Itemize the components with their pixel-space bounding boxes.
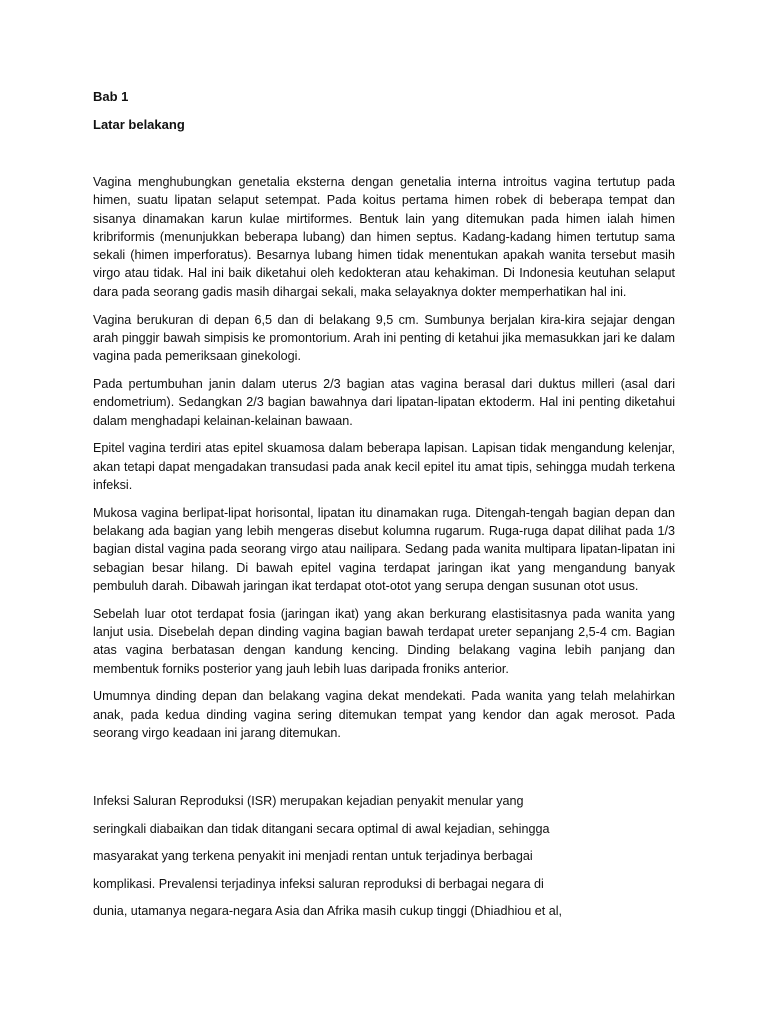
paragraph-dinding-vagina: Umumnya dinding depan dan belakang vagina dekat mendekati. Pada wanita yang telah melahirkan anak, pada kedua dinding vagina sering ditemukan tempat yang kendor dan agak merosot. Pada seorang virgo keadaan ini jarang ditemukan. [93, 689, 675, 741]
body-text [93, 173, 675, 742]
isr-section [93, 792, 693, 930]
isr-line: seringkali diabaikan dan tidak ditangani secara optimal di awal kejadian, sehingga [93, 821, 550, 836]
paragraph-epitel-vagina: Epitel vagina terdiri atas epitel skuamosa dalam beberapa lapisan. Lapisan tidak mengandung kelenjar, akan tetapi dapat mengadakan transudasi pada anak kecil epitel itu amat tipis, sehingga mudah terkena infeksi. [93, 441, 675, 492]
isr-line: dunia, utamanya negara-negara Asia dan Afrika masih cukup tinggi (Dhiadhiou et al, [93, 904, 563, 919]
isr-line: Infeksi Saluran Reproduksi (ISR) merupakan kejadian penyakit menular yang [93, 794, 524, 808]
isr-line: masyarakat yang terkena penyakit ini menjadi rentan untuk terjadinya berbagai [93, 849, 533, 864]
isr-line: komplikasi. Prevalensi terjadinya infeksi saluran reproduksi di berbagai negara di [93, 876, 544, 891]
chapter-heading: Bab 1 [93, 89, 129, 104]
paragraph-ukuran-vagina: Vagina berukuran di depan 6,5 dan di belakang 9,5 cm. Sumbunya berjalan kira-kira sejajar dengan arah pinggir bawah simpisis ke promontorium. Arah ini penting di ketahui jika memasukkan jari ke dalam vagina pada pemeriksaan ginekologi. [93, 312, 675, 364]
paragraph-vagina-himen: Vagina menghubungkan genetalia eksterna dengan genetalia interna introitus vagina tertutup pada himen, suatu lipatan selaput setempat. Pada koitus pertama himen robek di beberapa tempat dan sisanya dinamakan karun kulae mirtiformes. Bentuk lain yang ditemukan pada himen ialah himen kribriformis (menunjukkan beberapa lubang) dan himen septus. Kadang-kadang himen tertutup sama sekali (himen imperforatus). Besarnya lubang himen tidak menentukan apakah wanita tersebut masih virgo atau tidak. Hal ini baik diketahui oleh kedokteran atau kehakiman. Di Indonesia keutuhan selaput dara pada seorang gadis masih dihargai sekali, maka selayaknya dokter memperhatikan hal ini. [93, 175, 675, 299]
paragraph-otot-fosia: Sebelah luar otot terdapat fosia (jaringan ikat) yang akan berkurang elastisitasnya pada wanita yang lanjut usia. Disebelah depan dinding vagina bagian bawah terdapat ureter sepanjang 2,5-4 cm. Bagian atas vagina berbatasan dengan kandung kencing. Dinding belakang vagina lebih panjang dan membentuk forniks posterior yang jauh lebih luas daripada froniks anterior. [93, 606, 675, 676]
section-title: Latar belakang [93, 117, 185, 132]
paragraph-pertumbuhan-janin: Pada pertumbuhan janin dalam uterus 2/3 bagian atas vagina berasal dari duktus milleri (asal dari endometrium). Sedangkan 2/3 bagian bawahnya dari lipatan-lipatan ektoderm. Hal ini penting diketahui dalam menghadapi kelainan-kelainan bawaan. [93, 376, 675, 428]
paragraph-mukosa-vagina: Mukosa vagina berlipat-lipat horisontal, lipatan itu dinamakan ruga. Ditengah-tengah bagian depan dan belakang ada bagian yang lebih mengeras disebut kolumna rugarum. Ruga-ruga dapat dilihat pada 1/3 bagian distal vagina pada seorang virgo atau nailipara. Sedang pada wanita multipara lipatan-lipatan ini sebagian besar hilang. Di bawah epitel vagina terdapat jaringan ikat yang mengandung banyak pembuluh darah. Dibawah jaringan ikat terdapat otot-otot yang serupa dengan susunan otot usus. [93, 505, 675, 593]
